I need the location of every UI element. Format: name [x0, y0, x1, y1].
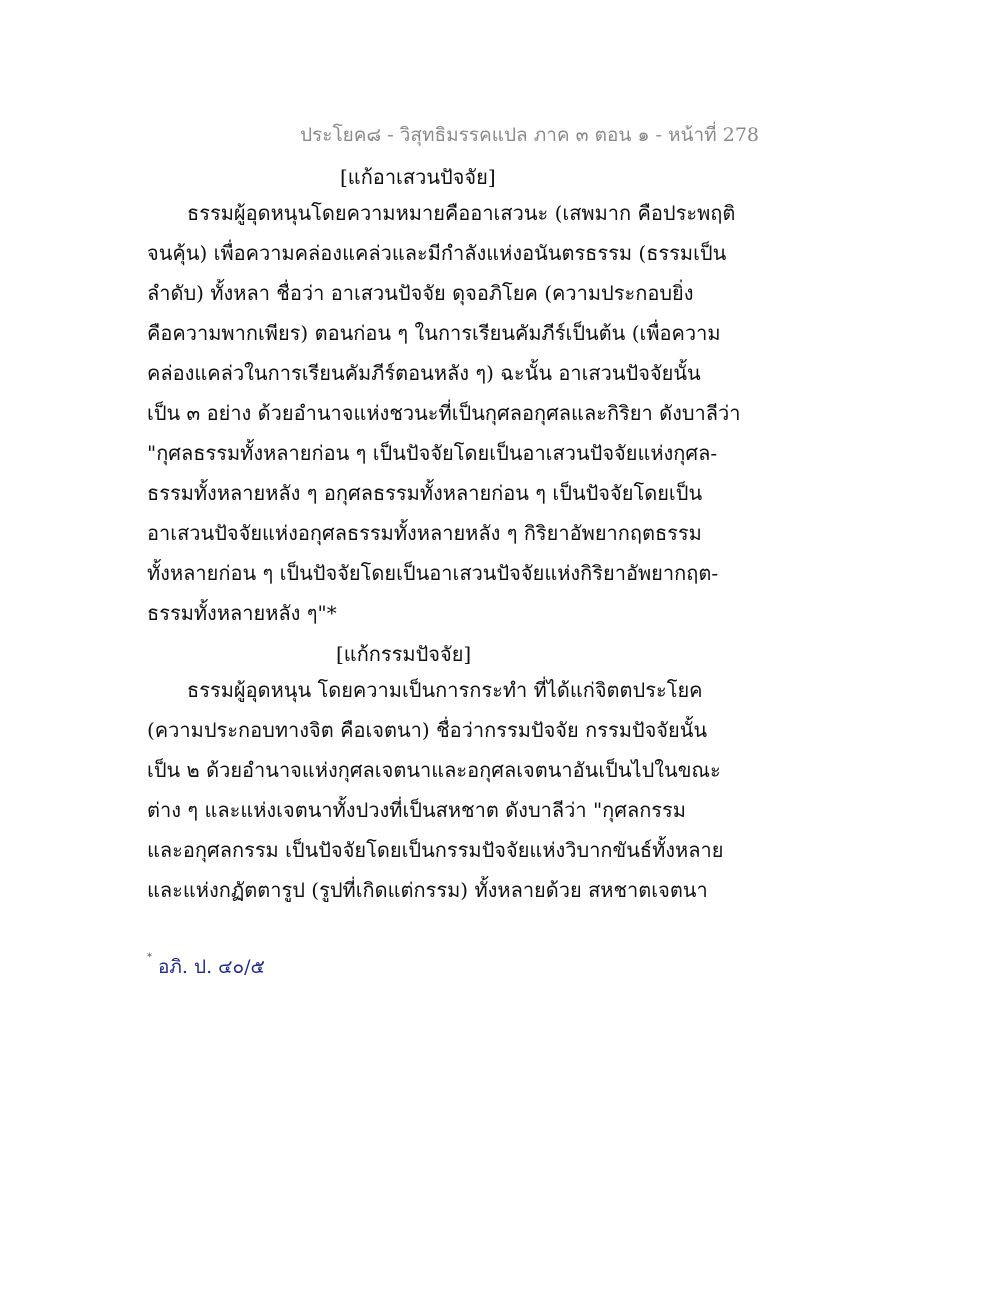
paragraph-line: ธรรมทั้งหลายหลัง ๆ อกุศลธรรมทั้งหลายก่อน ๆ เป็นปัจจัยโดยเป็น	[147, 481, 703, 505]
paragraph-line: คือความพากเพียร) ตอนก่อน ๆ ในการเรียนคัมภีร์เป็นต้น (เพื่อความ	[147, 321, 721, 345]
footnote-reference: อภิ. ป. ๔๐/๕	[158, 956, 265, 978]
paragraph-line: เป็น ๒ ด้วยอำนาจแห่งกุศลเจตนาและอกุศลเจตนาอันเป็นไปในขณะ	[147, 758, 721, 782]
paragraph-line: ธรรมผู้อุดหนุน โดยความเป็นการกระทำ ที่ได้แก่จิตตประโยค	[187, 678, 703, 702]
paragraph-line: ธรรมทั้งหลายหลัง ๆ"*	[147, 601, 337, 625]
paragraph-line: คล่องแคล่วในการเรียนคัมภีร์ตอนหลัง ๆ) ฉะนั้น อาเสวนปัจจัยนั้น	[147, 361, 701, 385]
paragraph-line: ธรรมผู้อุดหนุนโดยความหมายคืออาเสวนะ (เสพมาก คือประพฤติ	[187, 201, 736, 225]
section-heading-asevana: [แก้อาเสวนปัจจัย]	[340, 165, 496, 189]
paragraph-line: ลำดับ) ทั้งหลา ชื่อว่า อาเสวนปัจจัย ดุจอภิโยค (ความประกอบยิ่ง	[147, 281, 694, 305]
paragraph-line: ทั้งหลายก่อน ๆ เป็นปัจจัยโดยเป็นอาเสวนปัจจัยแห่งกิริยาอัพยากฤต-	[147, 561, 719, 585]
paragraph-line: จนคุ้น) เพื่อความคล่องแคล่วและมีกำลังแห่งอนันตรธรรม (ธรรมเป็น	[147, 241, 727, 265]
footnote-marker: *	[147, 952, 152, 963]
footnote	[147, 952, 265, 982]
paragraph-line: เป็น ๓ อย่าง ด้วยอำนาจแห่งชวนะที่เป็นกุศลอกุศลและกิริยา ดังบาลีว่า	[147, 401, 741, 425]
section-heading-kamma: [แก้กรรมปัจจัย]	[336, 642, 472, 666]
paragraph-line: และอกุศลกรรม เป็นปัจจัยโดยเป็นกรรมปัจจัยแห่งวิบากขันธ์ทั้งหลาย	[147, 838, 724, 862]
paragraph-line: อาเสวนปัจจัยแห่งอกุศลธรรมทั้งหลายหลัง ๆ กิริยาอัพยากฤตธรรม	[147, 521, 702, 545]
paragraph-line: ต่าง ๆ และแห่งเจตนาทั้งปวงที่เป็นสหชาต ดังบาลีว่า "กุศลกรรม	[147, 798, 686, 822]
paragraph-line: (ความประกอบทางจิต คือเจตนา) ชื่อว่ากรรมปัจจัย กรรมปัจจัยนั้น	[147, 718, 708, 742]
running-header: ประโยค๘ - วิสุทธิมรรคแปล ภาค ๓ ตอน ๑ - หน้าที่ 278	[300, 124, 760, 146]
paragraph-line: "กุศลธรรมทั้งหลายก่อน ๆ เป็นปัจจัยโดยเป็นอาเสวนปัจจัยแห่งกุศล-	[147, 441, 718, 465]
paragraph-line: และแห่งกฏัตตารูป (รูปที่เกิดแต่กรรม) ทั้งหลายด้วย สหชาตเจตนา	[147, 878, 708, 902]
